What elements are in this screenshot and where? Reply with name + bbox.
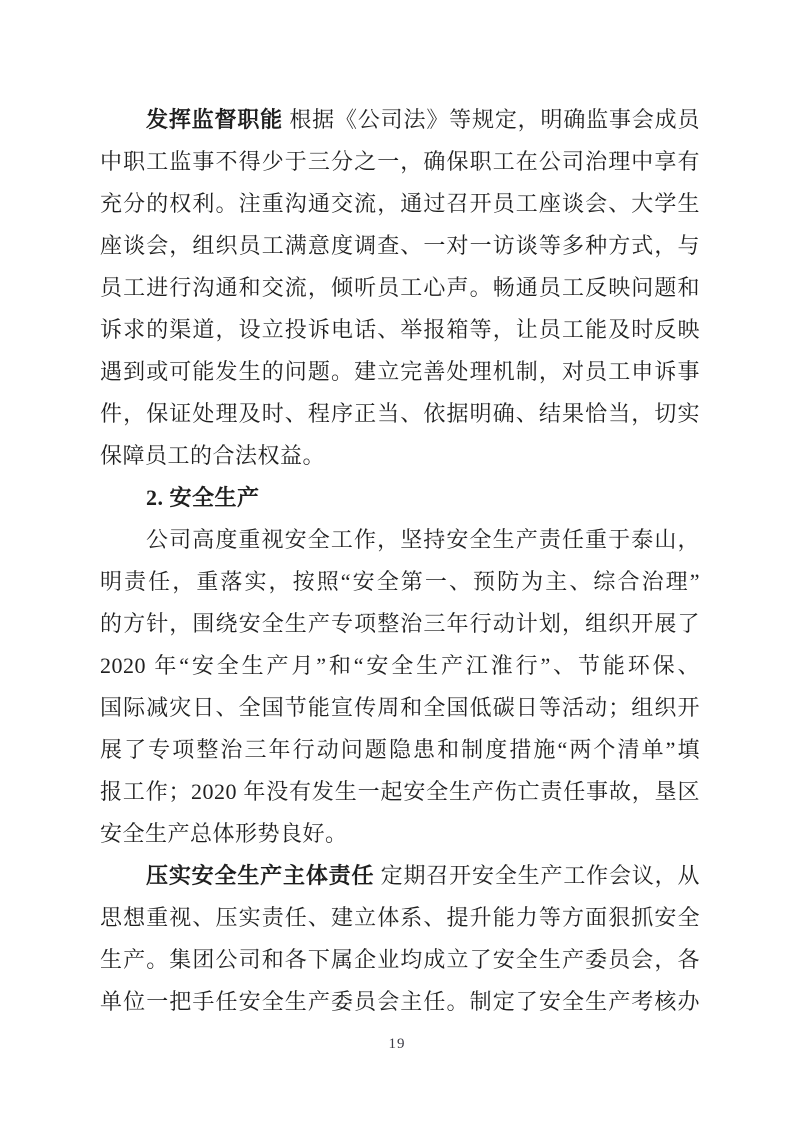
bold-run: 发挥监督职能 bbox=[146, 107, 283, 132]
text-line bbox=[100, 729, 700, 771]
text-line bbox=[100, 99, 700, 141]
text-line bbox=[100, 519, 700, 561]
text-run: 展了专项整治三年行动问题隐患和制度措施“两个清单”填 bbox=[100, 737, 700, 762]
text-line bbox=[100, 393, 700, 435]
text-run: 公司高度重视安全工作，坚持安全生产责任重于泰山， bbox=[146, 527, 700, 552]
text-line bbox=[100, 183, 700, 225]
text-line bbox=[100, 645, 700, 687]
text-line bbox=[100, 897, 700, 939]
section-heading bbox=[100, 477, 700, 519]
text-run: 员工进行沟通和交流，倾听员工心声。畅通员工反映问题和 bbox=[100, 275, 700, 300]
text-line bbox=[100, 939, 700, 981]
text-line bbox=[100, 435, 700, 477]
text-run: 明责任，重落实，按照“安全第一、预防为主、综合治理” bbox=[100, 569, 700, 594]
text-line bbox=[100, 981, 700, 1023]
text-line bbox=[100, 603, 700, 645]
text-run: 生产。集团公司和各下属企业均成立了安全生产委员会，各 bbox=[100, 947, 700, 972]
text-run: 国际减灾日、全国节能宣传周和全国低碳日等活动；组织开 bbox=[100, 695, 700, 720]
document-lines bbox=[100, 99, 700, 1023]
page-number: 19 bbox=[388, 1036, 406, 1052]
text-run: 座谈会，组织员工满意度调查、一对一访谈等多种方式，与 bbox=[100, 233, 700, 258]
text-line bbox=[100, 351, 700, 393]
text-run: 2020 年“安全生产月”和“安全生产江淮行”、节能环保、 bbox=[100, 653, 700, 678]
text-run: 充分的权利。注重沟通交流，通过召开员工座谈会、大学生 bbox=[100, 191, 700, 216]
text-run: 安全生产总体形势良好。 bbox=[100, 821, 348, 846]
text-run: 报工作；2020 年没有发生一起安全生产伤亡责任事故，垦区 bbox=[100, 779, 700, 804]
text-run: 中职工监事不得少于三分之一，确保职工在公司治理中享有 bbox=[100, 149, 700, 174]
bold-run: 2. 安全生产 bbox=[146, 485, 260, 510]
text-run: 单位一把手任安全生产委员会主任。制定了安全生产考核办 bbox=[100, 989, 700, 1014]
text-run: 的方针，围绕安全生产专项整治三年行动计划，组织开展了 bbox=[100, 611, 700, 636]
bold-run: 压实安全生产主体责任 bbox=[146, 863, 375, 888]
text-line bbox=[100, 855, 700, 897]
text-line bbox=[100, 141, 700, 183]
text-run: 思想重视、压实责任、建立体系、提升能力等方面狠抓安全 bbox=[100, 905, 700, 930]
text-line bbox=[100, 309, 700, 351]
text-run: 根据《公司法》等规定，明确监事会成员 bbox=[283, 107, 700, 132]
text-run: 件，保证处理及时、程序正当、依据明确、结果恰当，切实 bbox=[100, 401, 700, 426]
text-line bbox=[100, 813, 700, 855]
text-run: 定期召开安全生产工作会议，从 bbox=[374, 863, 700, 888]
text-line bbox=[100, 225, 700, 267]
text-run: 遇到或可能发生的问题。建立完善处理机制，对员工申诉事 bbox=[100, 359, 700, 384]
text-run: 保障员工的合法权益。 bbox=[100, 443, 326, 468]
text-line bbox=[100, 267, 700, 309]
text-line bbox=[100, 561, 700, 603]
text-run: 诉求的渠道，设立投诉电话、举报箱等，让员工能及时反映 bbox=[100, 317, 700, 342]
text-line bbox=[100, 771, 700, 813]
text-line bbox=[100, 687, 700, 729]
